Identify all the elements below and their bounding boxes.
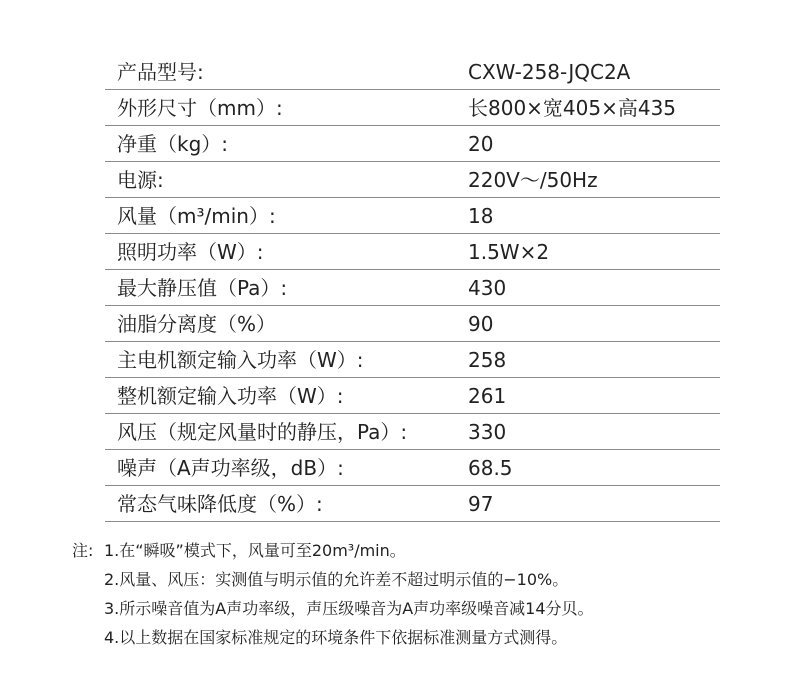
spec-value: 330 <box>468 420 507 444</box>
note-item <box>72 540 772 569</box>
note-item <box>72 569 772 598</box>
spec-value: 长800×宽405×高435 <box>468 96 677 120</box>
spec-value: 97 <box>468 492 494 516</box>
spec-value: 18 <box>468 204 494 228</box>
spec-value: 1.5W×2 <box>468 240 550 264</box>
spec-value: 258 <box>468 348 507 372</box>
spec-label: 产品型号: <box>117 60 204 84</box>
spec-value: CXW-258-JQC2A <box>468 60 631 84</box>
spec-row-net-weight <box>105 126 720 162</box>
notes-section <box>72 540 772 656</box>
spec-table <box>105 54 720 522</box>
spec-label: 主电机额定输入功率（W）: <box>117 348 364 372</box>
note-item <box>72 598 772 627</box>
spec-label: 风压（规定风量时的静压，Pa）: <box>117 420 408 444</box>
note-prefix: 注: <box>72 541 94 560</box>
spec-row-air-volume <box>105 198 720 234</box>
spec-row-max-static-pressure <box>105 270 720 306</box>
spec-label: 常态气味降低度（%）: <box>117 492 323 516</box>
note-item <box>72 627 772 656</box>
spec-label: 噪声（A声功率级，dB）: <box>117 456 344 480</box>
spec-row-grease-separation <box>105 306 720 342</box>
spec-row-power-supply <box>105 162 720 198</box>
spec-label: 整机额定输入功率（W）: <box>117 384 344 408</box>
note-text: 4.以上数据在国家标准规定的环境条件下依据标准测量方式测得。 <box>104 628 568 647</box>
spec-value: 261 <box>468 384 507 408</box>
spec-value: 68.5 <box>468 456 513 480</box>
spec-row-lighting-power <box>105 234 720 270</box>
note-text: 2.风量、风压：实测值与明示值的允许差不超过明示值的−10%。 <box>104 570 569 589</box>
spec-row-odor-reduction <box>105 486 720 522</box>
spec-label: 风量（m³/min）: <box>117 204 276 228</box>
spec-row-model <box>105 54 720 90</box>
spec-value: 430 <box>468 276 507 300</box>
spec-label: 最大静压值（Pa）: <box>117 276 288 300</box>
spec-row-motor-power <box>105 342 720 378</box>
note-text: 3.所示噪音值为A声功率级，声压级噪音为A声功率级噪音减14分贝。 <box>104 599 594 618</box>
spec-label: 照明功率（W）: <box>117 240 264 264</box>
spec-value: 90 <box>468 312 494 336</box>
spec-row-wind-pressure <box>105 414 720 450</box>
spec-label: 外形尺寸（mm）: <box>117 96 283 120</box>
spec-label: 电源: <box>117 168 164 192</box>
spec-row-dimensions <box>105 90 720 126</box>
note-text: 1.在“瞬吸”模式下，风量可至20m³/min。 <box>104 541 406 560</box>
spec-label: 净重（kg）: <box>117 132 229 156</box>
spec-label: 油脂分离度（%） <box>117 312 277 336</box>
spec-value: 20 <box>468 132 494 156</box>
spec-value: 220V～/50Hz <box>468 168 598 192</box>
spec-row-total-power <box>105 378 720 414</box>
spec-row-noise <box>105 450 720 486</box>
